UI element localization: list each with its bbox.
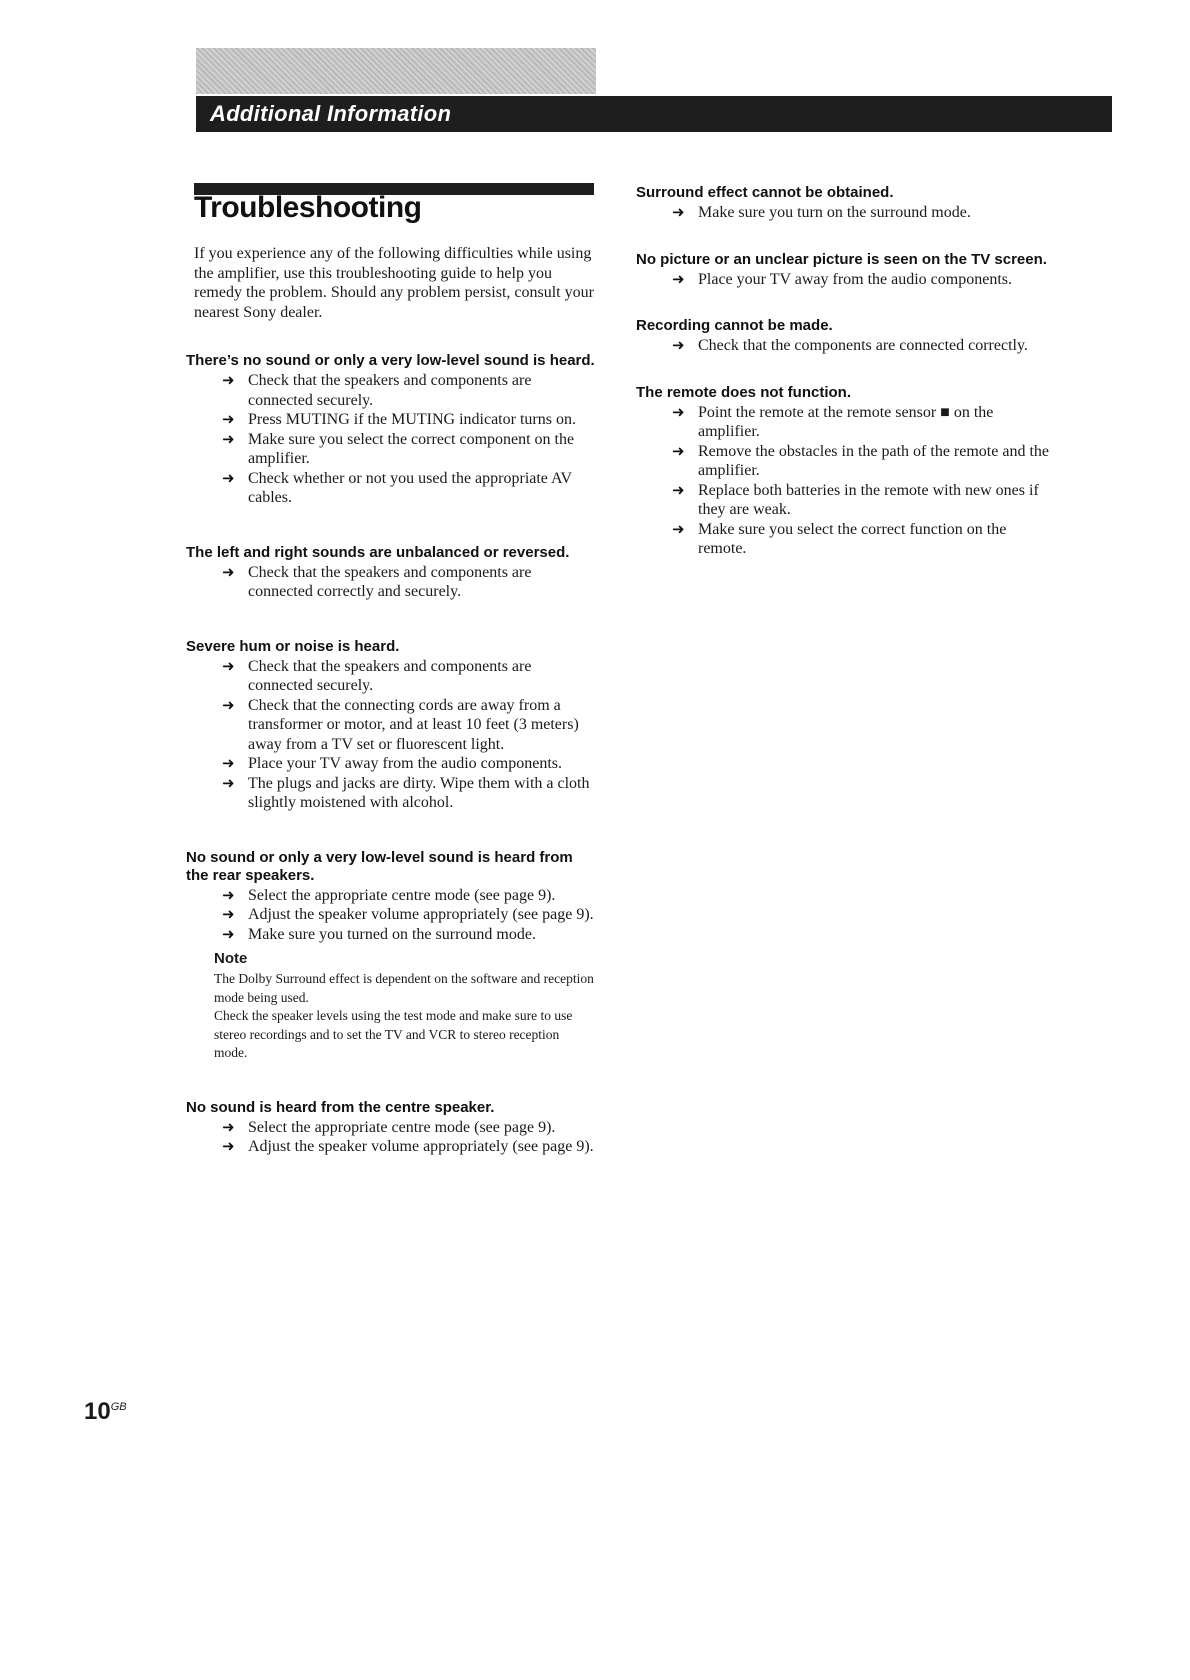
problem-section — [186, 352, 596, 508]
section-header-title: Additional Information — [210, 101, 452, 126]
solution-item: ➜ Press MUTING if the MUTING indicator turns on. — [222, 410, 596, 430]
problem-heading: No sound or only a very low-level sound is heard from the rear speakers. — [186, 848, 573, 884]
problem-heading: Severe hum or noise is heard. — [186, 637, 400, 655]
solution-item: ➜ Point the remote at the remote sensor ■ on the amplifier. — [672, 403, 1056, 442]
page-number — [84, 1398, 127, 1426]
problem-section — [636, 251, 1056, 290]
solution-item: ➜ Make sure you turn on the surround mode. — [672, 203, 1056, 223]
solution-list — [636, 403, 1056, 559]
solution-item: ➜ Select the appropriate centre mode (see page 9). — [222, 886, 596, 906]
solution-item: ➜ Place your TV away from the audio components. — [222, 754, 596, 774]
solution-list — [186, 1118, 596, 1157]
intro-paragraph: If you experience any of the following difficulties while using the amplifier, use this troubleshooting guide to help you remedy the problem. Should any problem persist, consult your nearest Sony dealer. — [194, 245, 594, 321]
note-line: The Dolby Surround effect is dependent on the software and reception mode being used. — [214, 971, 594, 1005]
problem-heading: No picture or an unclear picture is seen on the TV screen. — [636, 250, 1047, 268]
solution-item: ➜ The plugs and jacks are dirty. Wipe them with a cloth slightly moistened with alcohol. — [222, 774, 596, 813]
problem-section — [186, 544, 596, 602]
solution-list — [186, 563, 596, 602]
solution-item: ➜ Check that the components are connected correctly. — [672, 336, 1056, 356]
problem-section — [636, 184, 1056, 223]
problem-heading: Surround effect cannot be obtained. — [636, 184, 894, 201]
page-number-suffix: GB — [110, 1401, 127, 1413]
right-column — [636, 184, 1056, 559]
problem-section — [636, 317, 1056, 356]
problem-section — [186, 849, 596, 1063]
solution-item: ➜ Make sure you turned on the surround mode. — [222, 925, 596, 945]
left-column — [186, 352, 596, 1157]
problem-section — [186, 1099, 596, 1157]
header-texture-band — [196, 48, 596, 94]
problem-heading: The left and right sounds are unbalanced or reversed. — [186, 543, 570, 561]
solution-item: ➜ Adjust the speaker volume appropriately (see page 9). — [222, 1137, 596, 1157]
solution-item: ➜ Replace both batteries in the remote with new ones if they are weak. — [672, 481, 1056, 520]
problem-heading: No sound is heard from the centre speaker. — [186, 1098, 495, 1116]
problem-heading: Recording cannot be made. — [636, 317, 833, 334]
note-box — [186, 950, 596, 1063]
solution-list — [186, 886, 596, 945]
problem-heading: The remote does not function. — [636, 383, 852, 401]
solution-list — [636, 336, 1056, 356]
solution-item: ➜ Check whether or not you used the appropriate AV cables. — [222, 469, 596, 508]
solution-item: ➜ Select the appropriate centre mode (see page 9). — [222, 1118, 596, 1138]
solution-list — [636, 270, 1056, 290]
problem-section — [186, 638, 596, 813]
problem-section — [636, 384, 1056, 559]
note-line: Check the speaker levels using the test mode and make sure to use stereo recordings and to set the TV and VCR to stereo reception mode. — [214, 1008, 573, 1060]
solution-list — [636, 203, 1056, 223]
solution-item: ➜ Remove the obstacles in the path of the remote and the amplifier. — [672, 442, 1056, 481]
solution-item: ➜ Check that the speakers and components are connected securely. — [222, 657, 596, 696]
solution-item: ➜ Check that the speakers and components are connected securely. — [222, 371, 596, 410]
solution-item: ➜ Check that the connecting cords are away from a transformer or motor, and at least 10 feet (3 meters) away from a TV set or fluorescent light. — [222, 696, 596, 755]
solution-item: ➜ Place your TV away from the audio components. — [672, 270, 1056, 290]
solution-item: ➜ Make sure you select the correct component on the amplifier. — [222, 430, 596, 469]
solution-list — [186, 371, 596, 508]
problem-heading: There’s no sound or only a very low-level sound is heard. — [186, 352, 595, 369]
page-title: Troubleshooting — [194, 191, 422, 224]
solution-item: ➜ Check that the speakers and components are connected correctly and securely. — [222, 563, 596, 602]
solution-list — [186, 657, 596, 813]
note-heading: Note — [214, 950, 248, 967]
solution-item: ➜ Make sure you select the correct function on the remote. — [672, 520, 1056, 559]
page-number-value: 10 — [84, 1398, 111, 1425]
solution-item: ➜ Adjust the speaker volume appropriately (see page 9). — [222, 905, 596, 925]
